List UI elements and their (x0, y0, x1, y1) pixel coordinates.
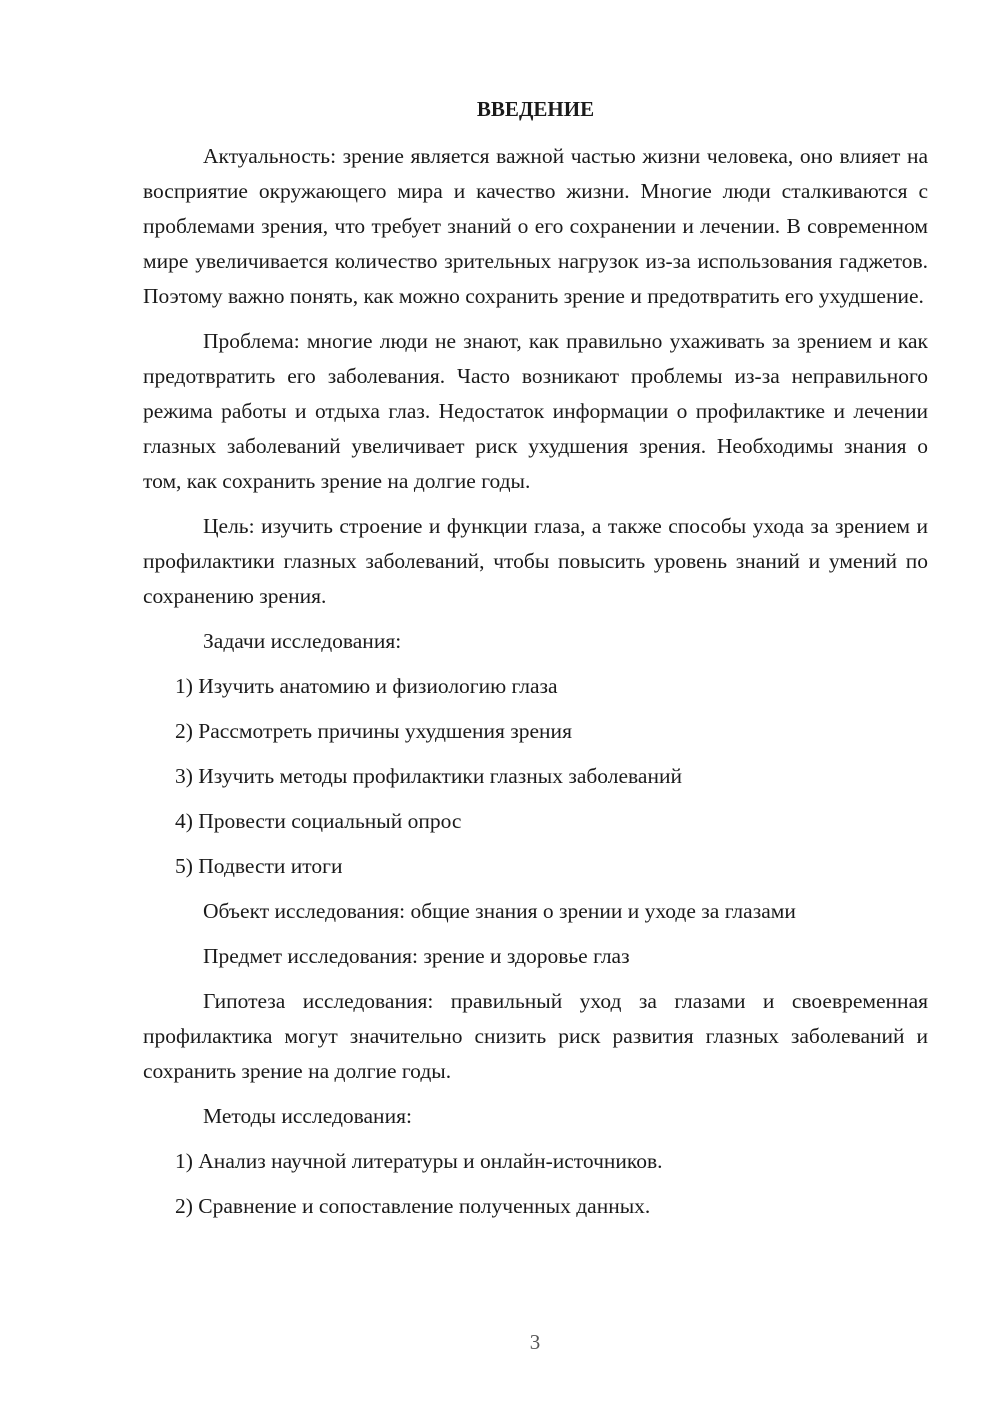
page-number: 3 (529, 1330, 541, 1354)
page-title: ВВЕДЕНИЕ (476, 97, 595, 121)
methods-list (143, 1144, 928, 1224)
tasks-list (143, 669, 928, 884)
goal-paragraph: Цель: изучить строение и функции глаза, а также способы ухода за зрением и профилактики глазных заболеваний, чтобы повысить уровень знаний и умений по сохранению зрения. (143, 514, 928, 608)
methods-heading: Методы исследования: (203, 1104, 412, 1128)
subject-line: Предмет исследования: зрение и здоровье глаз (203, 944, 630, 968)
problem-paragraph: Проблема: многие люди не знают, как правильно ухаживать за зрением и как предотвратить его заболевания. Часто возникают проблемы из-за неправильного режима работы и отдыха глаз. Недостаток информации о профилактике и лечении глазных заболеваний увеличивает риск ухудшения зрения. Необходимы знания о том, как сохранить зрение на долгие годы. (143, 329, 928, 493)
method-item: 2) Сравнение и сопоставление полученных данных. (175, 1194, 651, 1218)
object-line: Объект исследования: общие знания о зрении и уходе за глазами (203, 899, 796, 923)
method-item: 1) Анализ научной литературы и онлайн-источников. (175, 1149, 663, 1173)
relevance-paragraph: Актуальность: зрение является важной частью жизни человека, оно влияет на восприятие окружающего мира и качество жизни. Многие люди сталкиваются с проблемами зрения, что требует знаний о его сохранении и лечении. В современном мире увеличивается количество зрительных нагрузок из-за использования гаджетов. Поэтому важно понять, как можно сохранить зрение и предотвратить его ухудшение. (143, 144, 928, 308)
task-item: 1) Изучить анатомию и физиологию глаза (175, 674, 558, 698)
task-item: 4) Провести социальный опрос (175, 809, 462, 833)
task-item: 5) Подвести итоги (175, 854, 343, 878)
task-item: 3) Изучить методы профилактики глазных заболеваний (175, 764, 682, 788)
document-page (143, 92, 928, 1234)
tasks-heading: Задачи исследования: (203, 629, 402, 653)
task-item: 2) Рассмотреть причины ухудшения зрения (175, 719, 572, 743)
hypothesis-paragraph: Гипотеза исследования: правильный уход за глазами и своевременная профилактика могут значительно снизить риск развития глазных заболеваний и сохранить зрение на долгие годы. (143, 989, 928, 1083)
